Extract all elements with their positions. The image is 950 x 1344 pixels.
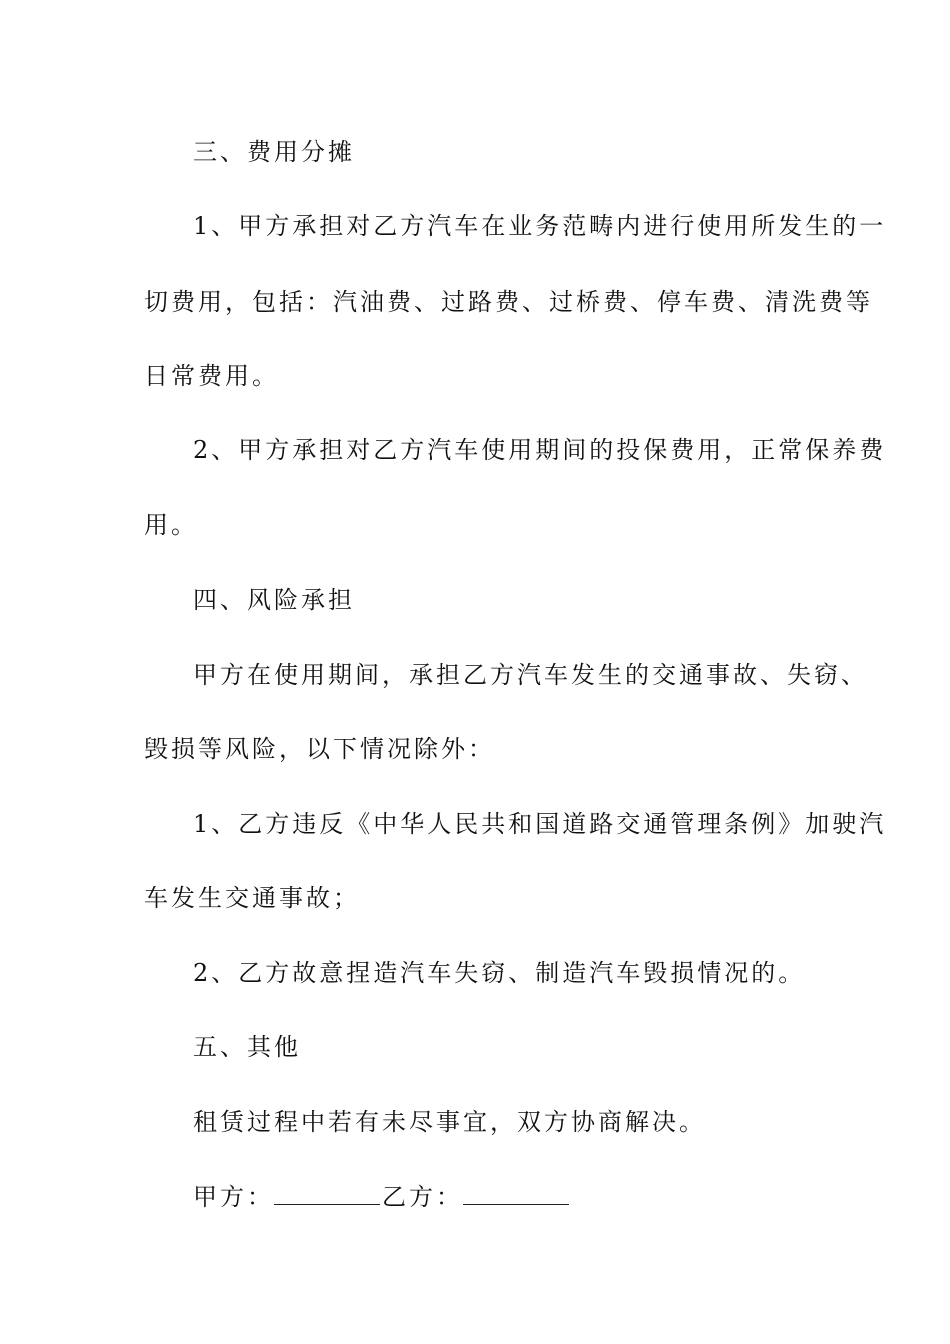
party-b-signature-blank[interactable] <box>463 1182 569 1205</box>
section-3-item-2-line-2: 用。 <box>144 511 198 539</box>
section-4-heading: 四、风险承担 <box>193 586 355 614</box>
section-4-item-1-line-1: 1、乙方违反《中华人民共和国道路交通管理条例》加驶汽 <box>193 810 887 838</box>
section-3-item-1-line-1: 1、甲方承担对乙方汽车在业务范畴内进行使用所发生的一 <box>193 212 887 240</box>
section-3-item-2-line-1: 2、甲方承担对乙方汽车使用期间的投保费用，正常保养费 <box>193 436 887 464</box>
section-3-item-1-line-3: 日常费用。 <box>144 362 279 390</box>
party-b-label: 乙方： <box>382 1183 463 1211</box>
section-4-intro-line-2: 毁损等风险，以下情况除外： <box>144 735 495 763</box>
section-3-item-1-line-2: 切费用，包括：汽油费、过路费、过桥费、停车费、清洗费等 <box>144 288 873 316</box>
section-4-item-2-line-1: 2、乙方故意捏造汽车失窃、制造汽车毁损情况的。 <box>193 959 806 987</box>
section-5-text: 租赁过程中若有未尽事宜，双方协商解决。 <box>193 1108 706 1136</box>
section-3-heading: 三、费用分摊 <box>193 138 355 166</box>
section-4-intro-line-1: 甲方在使用期间，承担乙方汽车发生的交通事故、失窃、 <box>193 661 868 689</box>
signature-line <box>193 1181 571 1213</box>
party-a-signature-blank[interactable] <box>274 1182 380 1205</box>
section-4-item-1-line-2: 车发生交通事故； <box>144 884 360 912</box>
party-a-label: 甲方： <box>193 1183 274 1211</box>
section-5-heading: 五、其他 <box>193 1033 301 1061</box>
